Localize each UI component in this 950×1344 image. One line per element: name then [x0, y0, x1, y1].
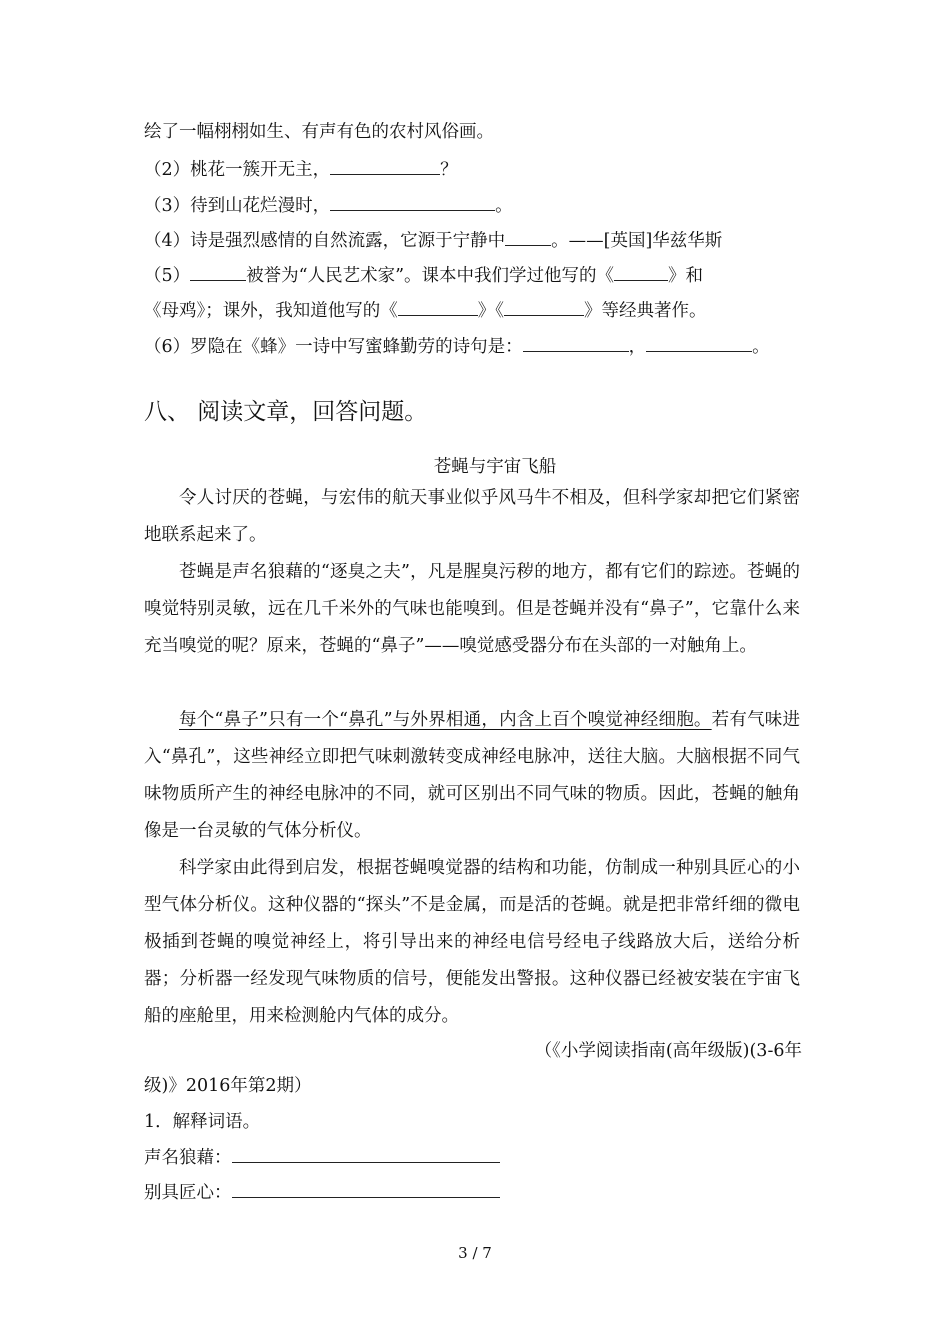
q6-answer-blank-2[interactable]	[646, 334, 752, 352]
fill-in-intro-tail	[144, 120, 494, 144]
article-paragraph-4: 科学家由此得到启发，根据苍蝇嗅觉器的结构和功能，仿制成一种别具匠心的小型气体分析仪。这种仪器的“探头”不是金属，而是活的苍蝇。就是把非常纤细的微电极插到苍蝇的嗅觉神经上，将引导出来的神经电信号经电子线路放大后，送给分析器；分析器一经发现气味物质的信号，便能发出警报。这种仪器已经被安装在宇宙飞船的座舱里，用来检测舱内气体的成分。	[144, 858, 800, 1026]
q3-text: （3）待到山花烂漫时，	[144, 196, 331, 216]
q5-number: （5）	[144, 266, 191, 286]
q5-textbook-work-blank[interactable]	[614, 263, 668, 281]
q6-end: 。	[752, 337, 770, 357]
paragraph-3-rest: 若有气味进入“鼻孔”，这些神经立即把气味刺激转变成神经电脉冲，送往大脑。大脑根据不同气味物质所产生的神经电脉冲的不同，就可区别出不同气味的物质。因此，苍蝇的触角像是一台灵敏的气体分析仪。	[144, 710, 800, 841]
term-1-label: 声名狼藉：	[144, 1148, 232, 1168]
question-6	[144, 334, 770, 359]
q2-text: （2）桃花一簇开无主，	[144, 160, 331, 180]
q4-answer-blank[interactable]	[505, 228, 551, 246]
intro-text: 绘了一幅栩栩如生、有声有色的农村风俗画。	[144, 122, 494, 142]
article-title: 苍蝇与宇宙飞船	[433, 457, 557, 477]
section-heading: 八、 阅读文章，回答问题。	[144, 399, 428, 425]
q5-end: 》等经典著作。	[584, 301, 707, 321]
question-3	[144, 193, 513, 218]
q5-extra-work-blank-1[interactable]	[398, 298, 478, 316]
q4-text: （4）诗是强烈感情的自然流露，它源于宁静中	[144, 231, 506, 251]
q3-end: 。	[495, 196, 513, 216]
term-2-label: 别具匠心：	[144, 1183, 232, 1203]
article-source-line-2: 级)》2016年第2期）	[144, 1076, 312, 1096]
q5-and: 》和	[668, 266, 704, 286]
q2-answer-blank[interactable]	[330, 157, 440, 175]
q5-separator: 》《	[477, 301, 504, 321]
term-1-row	[144, 1145, 500, 1170]
page-number: 3 / 7	[458, 1244, 492, 1262]
underlined-sentence: 每个“鼻子”只有一个“鼻孔”与外界相通，内含上百个嗅觉神经细胞。	[179, 710, 712, 730]
article-paragraph-2: 苍蝇是声名狼藉的“逐臭之夫”，凡是腥臭污秽的地方，都有它们的踪迹。苍蝇的嗅觉特别灵敏，远在几千米外的气味也能嗅到。但是苍蝇并没有“鼻子”，它靠什么来充当嗅觉的呢？原来，苍蝇的“鼻子”——嗅觉感受器分布在头部的一对触角上。	[144, 562, 800, 656]
term-1-answer-blank[interactable]	[232, 1145, 500, 1163]
article-paragraph-1: 令人讨厌的苍蝇，与宏伟的航天事业似乎风马牛不相及，但科学家却把它们紧密地联系起来了。	[144, 488, 800, 545]
q4-end: 。——[英国]华兹华斯	[551, 231, 723, 251]
q6-comma: ，	[628, 337, 647, 357]
q6-text: （6）罗隐在《蜂》一诗中写蜜蜂勤劳的诗句是：	[144, 337, 523, 357]
article-source-line-1: （《小学阅读指南(高年级版)(3-6年	[534, 1041, 802, 1061]
q5-author-blank[interactable]	[190, 263, 246, 281]
term-2-answer-blank[interactable]	[232, 1180, 500, 1198]
q2-end: ？	[440, 160, 458, 180]
question-5-line-2	[144, 298, 707, 323]
q6-answer-blank-1[interactable]	[523, 334, 629, 352]
term-2-row	[144, 1180, 500, 1205]
q3-answer-blank[interactable]	[330, 193, 495, 211]
question-4	[144, 228, 722, 253]
article-paragraph-3	[144, 702, 800, 850]
question-5-line-1	[144, 263, 703, 288]
q5-text: 被誉为“人民艺术家”。课本中我们学过他写的《	[246, 266, 615, 286]
question-2	[144, 157, 458, 182]
q5-text-2: 《母鸡》；课外，我知道他写的《	[144, 301, 398, 321]
q5-extra-work-blank-2[interactable]	[504, 298, 584, 316]
question-1-title: 1．解释词语。	[144, 1112, 261, 1132]
